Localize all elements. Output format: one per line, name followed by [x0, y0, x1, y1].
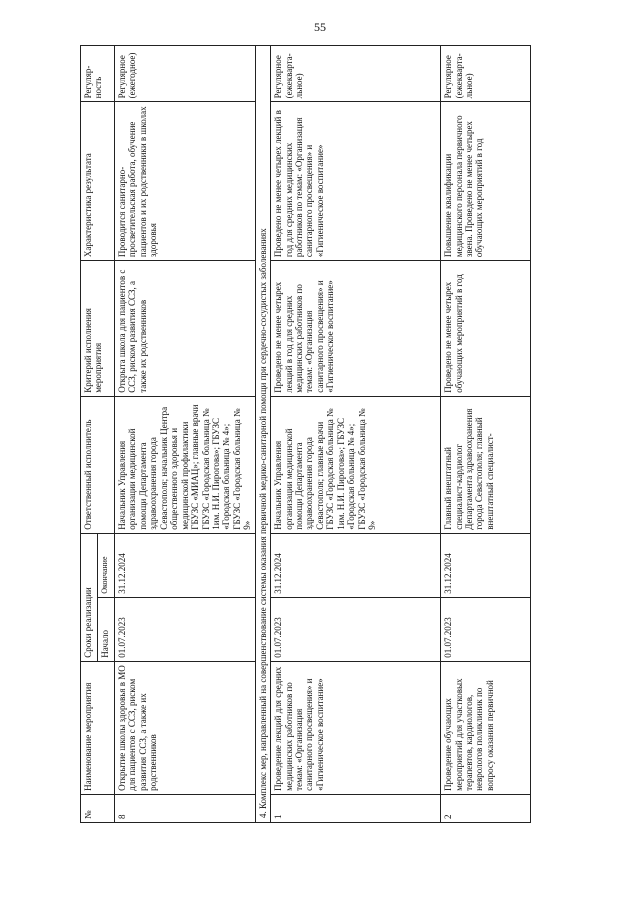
row8-regularity: Регулярное (ежегодное) — [115, 46, 256, 102]
row1-responsible: Начальник Управления организации медицинской помощи Департамента здравоохранения города Севастополя; главные врачи ГБУЗС «Городская больница № 1им. Н.И. Пирогова»; ГБУЗС «Городская больница № 4»; ГБУЗС «Городская больница № 9» — [271, 396, 441, 533]
header-name: Наименование мероприятия — [81, 661, 115, 794]
header-result: Характеристика результата — [81, 102, 115, 261]
row8-result: Проводится санитарно-просветительская работа, обучение пациентов и их родственники в школах здоровья — [115, 102, 256, 261]
header-period: Сроки реализации — [81, 533, 98, 661]
rotated-table-page — [80, 45, 622, 823]
header-criterion: Критерий исполнения мероприятия — [81, 261, 115, 397]
row2-end: 31.12.2024 — [441, 533, 531, 597]
page-number: 55 — [314, 20, 326, 34]
row2-regularity: Регулярное (ежекварта-льное) — [441, 46, 531, 102]
header-row-1 — [81, 46, 98, 823]
section-4-title: 4. Комплекс мер, направленный на совершенствование системы оказания первичной медико-санитарной помощи при сердечно-сосудистых заболеваниях — [255, 46, 270, 823]
measures-table — [80, 45, 531, 823]
row1-num: 1 — [271, 794, 441, 822]
row1-start: 01.07.2023 — [271, 597, 441, 661]
row1-criterion: Проведено не менее четырех лекций в год для средних медицинских работников по темам: «Организация санитарного просвещения» и «Гигиеническое воспитание» — [271, 261, 441, 397]
row2-start: 01.07.2023 — [441, 597, 531, 661]
row1-result: Проведено не менее четырех лекций в год для средних медицинских работников по темам: «Организация санитарного просвещения» и «Гигиеническое воспитание» — [271, 102, 441, 261]
section-4-row — [255, 46, 270, 823]
row8-name: Открытие школы здоровья в МО для пациентов с ССЗ, риском развития ССЗ, а также их родственников — [115, 661, 256, 794]
row2-criterion: Проведено не менее четырех обучающих мероприятий в год — [441, 261, 531, 397]
row8-end: 31.12.2024 — [115, 533, 256, 597]
row8-responsible: Начальник Управления организации медицинской помощи Департамента здравоохранения города Севастополя; начальник Центра общественного здоровья и медицинской профилактики ГБУЗС «МИАЦ»; главные врачи ГБУЗС «Городская больница № 1им. Н.И. Пирогова»; ГБУЗС «Городская больница № 4»; ГБУЗС «Городская больница № 9» — [115, 396, 256, 533]
row8-criterion: Открыта школа для пациентов с ССЗ, риском развития ССЗ, а также их родственников — [115, 261, 256, 397]
row2-name: Проведение обучающих мероприятий для участковых терапевтов, кардиологов, неврологов поликлиник по вопросу оказания первичной — [441, 661, 531, 794]
header-num: № — [81, 794, 115, 822]
table-row-8 — [115, 46, 256, 823]
row1-end: 31.12.2024 — [271, 533, 441, 597]
header-end: Окончание — [98, 533, 115, 597]
header-responsible: Ответственный исполнитель — [81, 396, 115, 533]
row8-num: 8 — [115, 794, 256, 822]
table-row-2 — [441, 46, 531, 823]
row1-name: Проведение лекций для средних медицинских работников по темам: «Организация санитарного просвещения» и «Гигиеническое воспитание» — [271, 661, 441, 794]
row2-responsible: Главный внештатный специалист-кардиолог Департамента здравоохранения города Севастополя; главный внештатный специалист- — [441, 396, 531, 533]
row8-start: 01.07.2023 — [115, 597, 256, 661]
row2-num: 2 — [441, 794, 531, 822]
header-start: Начало — [98, 597, 115, 661]
table-row-1 — [271, 46, 441, 823]
row2-result: Повышение квалификации медицинского персонала первичного звена. Проведено не менее четырех обучающих мероприятий в год — [441, 102, 531, 261]
header-regularity: Регуляр-ность — [81, 46, 115, 102]
row1-regularity: Регулярное (ежекварта-льное) — [271, 46, 441, 102]
